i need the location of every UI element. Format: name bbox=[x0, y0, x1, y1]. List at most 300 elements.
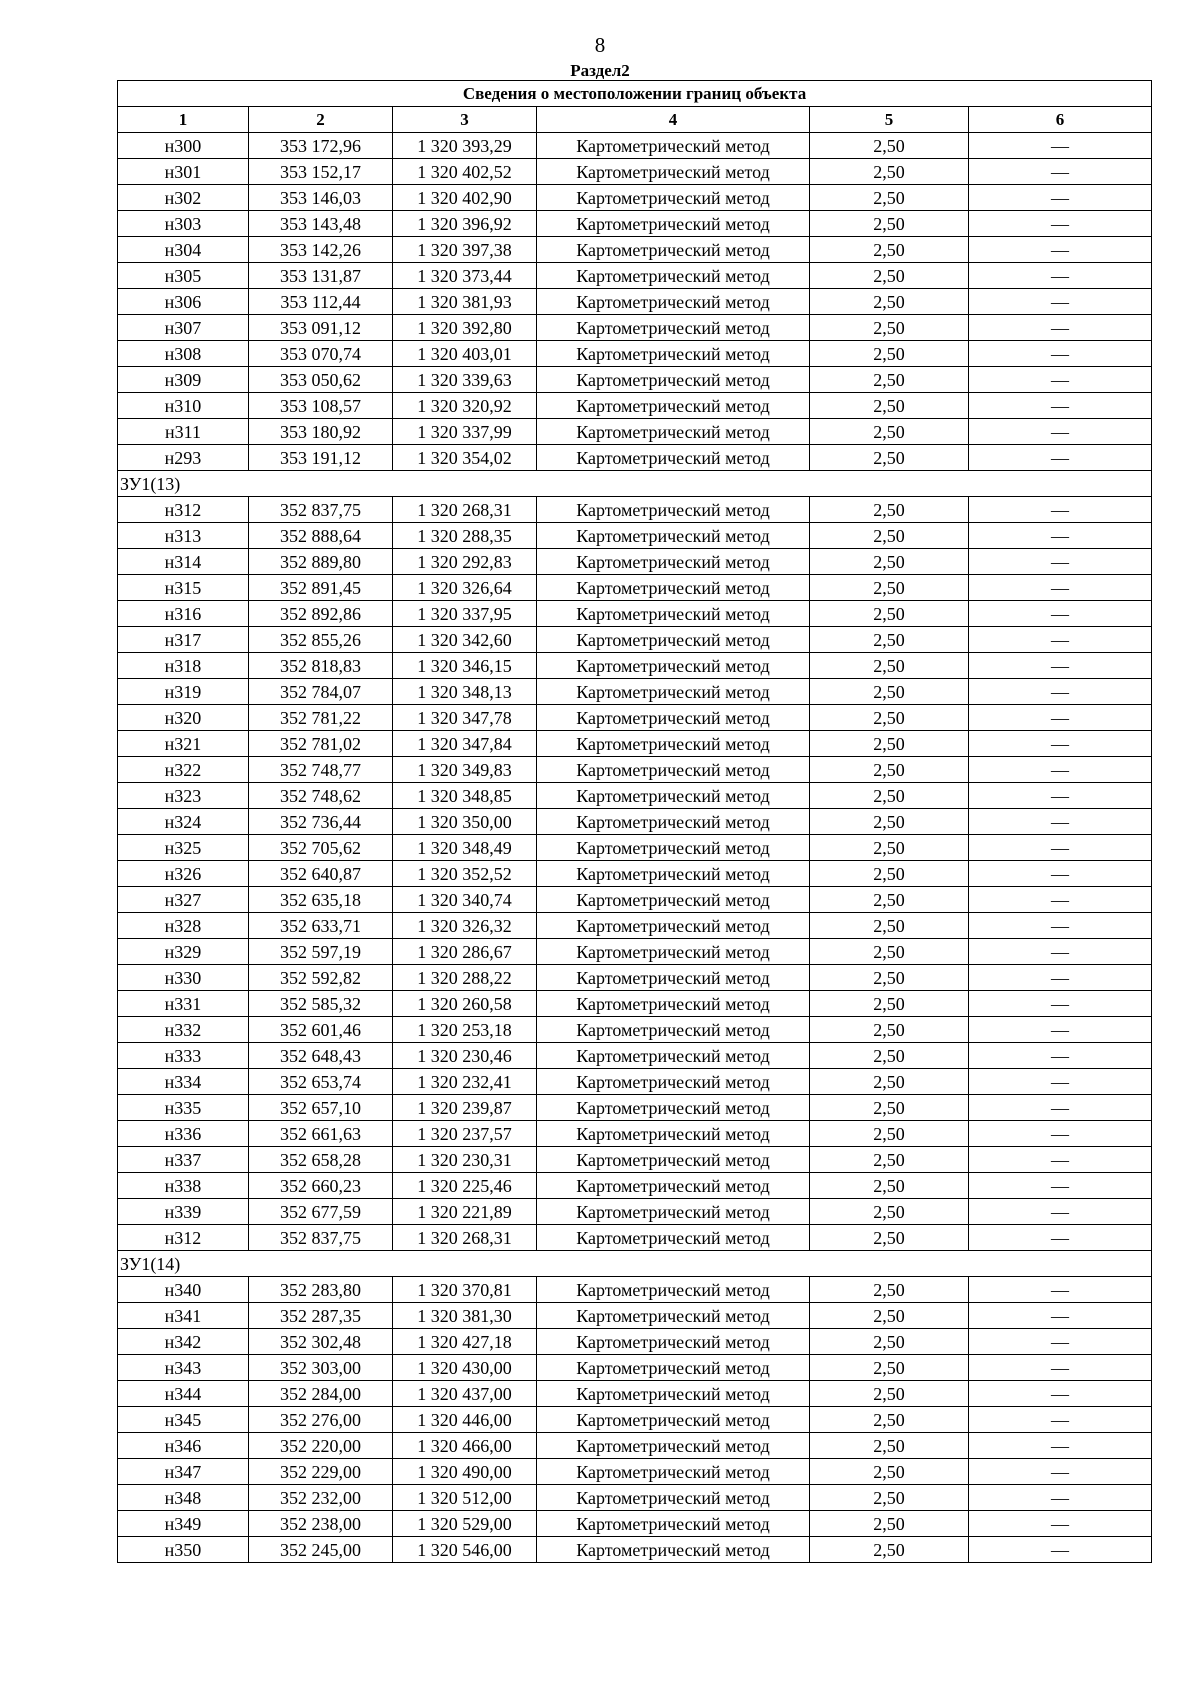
method-cell: Картометрический метод bbox=[537, 289, 810, 315]
description-cell: — bbox=[969, 601, 1152, 627]
table-row bbox=[118, 237, 1152, 263]
accuracy-cell: 2,50 bbox=[810, 913, 969, 939]
method-cell: Картометрический метод bbox=[537, 549, 810, 575]
description-cell: — bbox=[969, 1511, 1152, 1537]
description-cell: — bbox=[969, 315, 1152, 341]
x-coordinate-cell: 352 658,28 bbox=[249, 1147, 393, 1173]
point-id-cell: н310 bbox=[118, 393, 249, 419]
method-cell: Картометрический метод bbox=[537, 1537, 810, 1563]
table-row bbox=[118, 627, 1152, 653]
point-id-cell: н341 bbox=[118, 1303, 249, 1329]
method-cell: Картометрический метод bbox=[537, 1043, 810, 1069]
method-cell: Картометрический метод bbox=[537, 159, 810, 185]
y-coordinate-cell: 1 320 288,22 bbox=[393, 965, 537, 991]
point-id-cell: н313 bbox=[118, 523, 249, 549]
description-cell: — bbox=[969, 159, 1152, 185]
y-coordinate-cell: 1 320 230,46 bbox=[393, 1043, 537, 1069]
y-coordinate-cell: 1 320 339,63 bbox=[393, 367, 537, 393]
method-cell: Картометрический метод bbox=[537, 1121, 810, 1147]
table-row bbox=[118, 315, 1152, 341]
table-row bbox=[118, 1017, 1152, 1043]
point-id-cell: н323 bbox=[118, 783, 249, 809]
method-cell: Картометрический метод bbox=[537, 341, 810, 367]
accuracy-cell: 2,50 bbox=[810, 653, 969, 679]
method-cell: Картометрический метод bbox=[537, 1017, 810, 1043]
y-coordinate-cell: 1 320 225,46 bbox=[393, 1173, 537, 1199]
table-row bbox=[118, 1511, 1152, 1537]
accuracy-cell: 2,50 bbox=[810, 627, 969, 653]
table-row bbox=[118, 679, 1152, 705]
method-cell: Картометрический метод bbox=[537, 315, 810, 341]
x-coordinate-cell: 352 855,26 bbox=[249, 627, 393, 653]
y-coordinate-cell: 1 320 512,00 bbox=[393, 1485, 537, 1511]
point-id-cell: н312 bbox=[118, 1225, 249, 1251]
page-number: 8 bbox=[594, 33, 606, 57]
method-cell: Картометрический метод bbox=[537, 263, 810, 289]
accuracy-cell: 2,50 bbox=[810, 289, 969, 315]
description-cell: — bbox=[969, 679, 1152, 705]
x-coordinate-cell: 352 276,00 bbox=[249, 1407, 393, 1433]
y-coordinate-cell: 1 320 260,58 bbox=[393, 991, 537, 1017]
y-coordinate-cell: 1 320 342,60 bbox=[393, 627, 537, 653]
table-row bbox=[118, 1199, 1152, 1225]
y-coordinate-cell: 1 320 402,90 bbox=[393, 185, 537, 211]
description-cell: — bbox=[969, 1173, 1152, 1199]
method-cell: Картометрический метод bbox=[537, 237, 810, 263]
method-cell: Картометрический метод bbox=[537, 1277, 810, 1303]
table-row bbox=[118, 263, 1152, 289]
description-cell: — bbox=[969, 1069, 1152, 1095]
y-coordinate-cell: 1 320 392,80 bbox=[393, 315, 537, 341]
description-cell: — bbox=[969, 887, 1152, 913]
x-coordinate-cell: 352 284,00 bbox=[249, 1381, 393, 1407]
method-cell: Картометрический метод bbox=[537, 809, 810, 835]
table-row bbox=[118, 1381, 1152, 1407]
point-id-cell: н326 bbox=[118, 861, 249, 887]
description-cell: — bbox=[969, 1225, 1152, 1251]
table-row bbox=[118, 211, 1152, 237]
accuracy-cell: 2,50 bbox=[810, 263, 969, 289]
y-coordinate-cell: 1 320 346,15 bbox=[393, 653, 537, 679]
description-cell: — bbox=[969, 1303, 1152, 1329]
description-cell: — bbox=[969, 1017, 1152, 1043]
accuracy-cell: 2,50 bbox=[810, 1199, 969, 1225]
table-row bbox=[118, 783, 1152, 809]
accuracy-cell: 2,50 bbox=[810, 1173, 969, 1199]
accuracy-cell: 2,50 bbox=[810, 809, 969, 835]
point-id-cell: н350 bbox=[118, 1537, 249, 1563]
description-cell: — bbox=[969, 523, 1152, 549]
x-coordinate-cell: 353 050,62 bbox=[249, 367, 393, 393]
accuracy-cell: 2,50 bbox=[810, 783, 969, 809]
method-cell: Картометрический метод bbox=[537, 211, 810, 237]
x-coordinate-cell: 353 142,26 bbox=[249, 237, 393, 263]
description-cell: — bbox=[969, 549, 1152, 575]
accuracy-cell: 2,50 bbox=[810, 939, 969, 965]
table-row bbox=[118, 393, 1152, 419]
description-cell: — bbox=[969, 757, 1152, 783]
point-id-cell: н339 bbox=[118, 1199, 249, 1225]
method-cell: Картометрический метод bbox=[537, 627, 810, 653]
method-cell: Картометрический метод bbox=[537, 965, 810, 991]
point-id-cell: н300 bbox=[118, 133, 249, 159]
table-row bbox=[118, 289, 1152, 315]
description-cell: — bbox=[969, 1277, 1152, 1303]
point-id-cell: н311 bbox=[118, 419, 249, 445]
x-coordinate-cell: 353 180,92 bbox=[249, 419, 393, 445]
column-header: 6 bbox=[969, 107, 1152, 133]
method-cell: Картометрический метод bbox=[537, 757, 810, 783]
y-coordinate-cell: 1 320 320,92 bbox=[393, 393, 537, 419]
point-id-cell: н322 bbox=[118, 757, 249, 783]
y-coordinate-cell: 1 320 466,00 bbox=[393, 1433, 537, 1459]
accuracy-cell: 2,50 bbox=[810, 315, 969, 341]
table-row bbox=[118, 861, 1152, 887]
x-coordinate-cell: 352 302,48 bbox=[249, 1329, 393, 1355]
table-row bbox=[118, 575, 1152, 601]
description-cell: — bbox=[969, 289, 1152, 315]
x-coordinate-cell: 352 837,75 bbox=[249, 497, 393, 523]
x-coordinate-cell: 353 143,48 bbox=[249, 211, 393, 237]
point-id-cell: н329 bbox=[118, 939, 249, 965]
y-coordinate-cell: 1 320 349,83 bbox=[393, 757, 537, 783]
x-coordinate-cell: 352 640,87 bbox=[249, 861, 393, 887]
accuracy-cell: 2,50 bbox=[810, 185, 969, 211]
point-id-cell: н336 bbox=[118, 1121, 249, 1147]
accuracy-cell: 2,50 bbox=[810, 1329, 969, 1355]
method-cell: Картометрический метод bbox=[537, 133, 810, 159]
method-cell: Картометрический метод bbox=[537, 1069, 810, 1095]
accuracy-cell: 2,50 bbox=[810, 237, 969, 263]
y-coordinate-cell: 1 320 381,93 bbox=[393, 289, 537, 315]
x-coordinate-cell: 352 748,62 bbox=[249, 783, 393, 809]
accuracy-cell: 2,50 bbox=[810, 835, 969, 861]
point-id-cell: н338 bbox=[118, 1173, 249, 1199]
table-row bbox=[118, 367, 1152, 393]
accuracy-cell: 2,50 bbox=[810, 679, 969, 705]
accuracy-cell: 2,50 bbox=[810, 1381, 969, 1407]
description-cell: — bbox=[969, 1043, 1152, 1069]
description-cell: — bbox=[969, 1433, 1152, 1459]
point-id-cell: н346 bbox=[118, 1433, 249, 1459]
description-cell: — bbox=[969, 653, 1152, 679]
table-row bbox=[118, 1277, 1152, 1303]
table-row bbox=[118, 887, 1152, 913]
method-cell: Картометрический метод bbox=[537, 1355, 810, 1381]
point-id-cell: н343 bbox=[118, 1355, 249, 1381]
description-cell: — bbox=[969, 185, 1152, 211]
method-cell: Картометрический метод bbox=[537, 1511, 810, 1537]
point-id-cell: н327 bbox=[118, 887, 249, 913]
method-cell: Картометрический метод bbox=[537, 835, 810, 861]
description-cell: — bbox=[969, 263, 1152, 289]
x-coordinate-cell: 353 146,03 bbox=[249, 185, 393, 211]
y-coordinate-cell: 1 320 393,29 bbox=[393, 133, 537, 159]
x-coordinate-cell: 353 091,12 bbox=[249, 315, 393, 341]
accuracy-cell: 2,50 bbox=[810, 1017, 969, 1043]
x-coordinate-cell: 352 748,77 bbox=[249, 757, 393, 783]
x-coordinate-cell: 353 070,74 bbox=[249, 341, 393, 367]
table-row bbox=[118, 523, 1152, 549]
method-cell: Картометрический метод bbox=[537, 679, 810, 705]
y-coordinate-cell: 1 320 427,18 bbox=[393, 1329, 537, 1355]
x-coordinate-cell: 352 653,74 bbox=[249, 1069, 393, 1095]
accuracy-cell: 2,50 bbox=[810, 133, 969, 159]
table-row bbox=[118, 1355, 1152, 1381]
y-coordinate-cell: 1 320 230,31 bbox=[393, 1147, 537, 1173]
accuracy-cell: 2,50 bbox=[810, 549, 969, 575]
description-cell: — bbox=[969, 1537, 1152, 1563]
table-row bbox=[118, 159, 1152, 185]
point-id-cell: н330 bbox=[118, 965, 249, 991]
accuracy-cell: 2,50 bbox=[810, 1485, 969, 1511]
accuracy-cell: 2,50 bbox=[810, 1043, 969, 1069]
method-cell: Картометрический метод bbox=[537, 1147, 810, 1173]
table-row bbox=[118, 1433, 1152, 1459]
y-coordinate-cell: 1 320 373,44 bbox=[393, 263, 537, 289]
accuracy-cell: 2,50 bbox=[810, 1537, 969, 1563]
point-id-cell: н328 bbox=[118, 913, 249, 939]
description-cell: — bbox=[969, 237, 1152, 263]
description-cell: — bbox=[969, 1121, 1152, 1147]
x-coordinate-cell: 352 677,59 bbox=[249, 1199, 393, 1225]
x-coordinate-cell: 352 229,00 bbox=[249, 1459, 393, 1485]
y-coordinate-cell: 1 320 348,49 bbox=[393, 835, 537, 861]
y-coordinate-cell: 1 320 253,18 bbox=[393, 1017, 537, 1043]
description-cell: — bbox=[969, 1485, 1152, 1511]
x-coordinate-cell: 353 152,17 bbox=[249, 159, 393, 185]
description-cell: — bbox=[969, 731, 1152, 757]
y-coordinate-cell: 1 320 347,84 bbox=[393, 731, 537, 757]
accuracy-cell: 2,50 bbox=[810, 1277, 969, 1303]
description-cell: — bbox=[969, 705, 1152, 731]
point-id-cell: н316 bbox=[118, 601, 249, 627]
table-row bbox=[118, 133, 1152, 159]
table-body bbox=[118, 133, 1152, 1563]
y-coordinate-cell: 1 320 546,00 bbox=[393, 1537, 537, 1563]
x-coordinate-cell: 352 657,10 bbox=[249, 1095, 393, 1121]
description-cell: — bbox=[969, 1407, 1152, 1433]
table-row bbox=[118, 1121, 1152, 1147]
table-caption: Сведения о местоположении границ объекта bbox=[118, 81, 1152, 107]
x-coordinate-cell: 352 585,32 bbox=[249, 991, 393, 1017]
boundary-coordinates-table bbox=[117, 80, 1152, 1563]
group-label: ЗУ1(13) bbox=[118, 471, 1152, 497]
point-id-cell: н314 bbox=[118, 549, 249, 575]
accuracy-cell: 2,50 bbox=[810, 731, 969, 757]
group-row bbox=[118, 471, 1152, 497]
x-coordinate-cell: 352 592,82 bbox=[249, 965, 393, 991]
accuracy-cell: 2,50 bbox=[810, 705, 969, 731]
table-row bbox=[118, 1329, 1152, 1355]
x-coordinate-cell: 352 597,19 bbox=[249, 939, 393, 965]
method-cell: Картометрический метод bbox=[537, 1485, 810, 1511]
table-row bbox=[118, 1537, 1152, 1563]
point-id-cell: н305 bbox=[118, 263, 249, 289]
table-row bbox=[118, 1147, 1152, 1173]
accuracy-cell: 2,50 bbox=[810, 1459, 969, 1485]
accuracy-cell: 2,50 bbox=[810, 757, 969, 783]
y-coordinate-cell: 1 320 337,99 bbox=[393, 419, 537, 445]
accuracy-cell: 2,50 bbox=[810, 991, 969, 1017]
method-cell: Картометрический метод bbox=[537, 497, 810, 523]
x-coordinate-cell: 352 892,86 bbox=[249, 601, 393, 627]
description-cell: — bbox=[969, 1095, 1152, 1121]
x-coordinate-cell: 352 781,02 bbox=[249, 731, 393, 757]
description-cell: — bbox=[969, 913, 1152, 939]
y-coordinate-cell: 1 320 268,31 bbox=[393, 497, 537, 523]
description-cell: — bbox=[969, 1199, 1152, 1225]
table-row bbox=[118, 341, 1152, 367]
point-id-cell: н293 bbox=[118, 445, 249, 471]
description-cell: — bbox=[969, 1381, 1152, 1407]
description-cell: — bbox=[969, 1355, 1152, 1381]
x-coordinate-cell: 352 784,07 bbox=[249, 679, 393, 705]
description-cell: — bbox=[969, 809, 1152, 835]
point-id-cell: н344 bbox=[118, 1381, 249, 1407]
accuracy-cell: 2,50 bbox=[810, 1433, 969, 1459]
point-id-cell: н337 bbox=[118, 1147, 249, 1173]
accuracy-cell: 2,50 bbox=[810, 887, 969, 913]
point-id-cell: н349 bbox=[118, 1511, 249, 1537]
accuracy-cell: 2,50 bbox=[810, 1303, 969, 1329]
method-cell: Картометрический метод bbox=[537, 1199, 810, 1225]
column-header: 4 bbox=[537, 107, 810, 133]
method-cell: Картометрический метод bbox=[537, 939, 810, 965]
y-coordinate-cell: 1 320 352,52 bbox=[393, 861, 537, 887]
x-coordinate-cell: 352 287,35 bbox=[249, 1303, 393, 1329]
x-coordinate-cell: 352 889,80 bbox=[249, 549, 393, 575]
accuracy-cell: 2,50 bbox=[810, 445, 969, 471]
accuracy-cell: 2,50 bbox=[810, 575, 969, 601]
description-cell: — bbox=[969, 965, 1152, 991]
y-coordinate-cell: 1 320 529,00 bbox=[393, 1511, 537, 1537]
table-row bbox=[118, 965, 1152, 991]
y-coordinate-cell: 1 320 237,57 bbox=[393, 1121, 537, 1147]
y-coordinate-cell: 1 320 370,81 bbox=[393, 1277, 537, 1303]
point-id-cell: н332 bbox=[118, 1017, 249, 1043]
method-cell: Картометрический метод bbox=[537, 783, 810, 809]
accuracy-cell: 2,50 bbox=[810, 523, 969, 549]
x-coordinate-cell: 352 635,18 bbox=[249, 887, 393, 913]
point-id-cell: н340 bbox=[118, 1277, 249, 1303]
table-row bbox=[118, 1043, 1152, 1069]
y-coordinate-cell: 1 320 430,00 bbox=[393, 1355, 537, 1381]
table-row bbox=[118, 939, 1152, 965]
point-id-cell: н312 bbox=[118, 497, 249, 523]
point-id-cell: н319 bbox=[118, 679, 249, 705]
accuracy-cell: 2,50 bbox=[810, 1225, 969, 1251]
point-id-cell: н306 bbox=[118, 289, 249, 315]
method-cell: Картометрический метод bbox=[537, 1407, 810, 1433]
x-coordinate-cell: 352 220,00 bbox=[249, 1433, 393, 1459]
y-coordinate-cell: 1 320 232,41 bbox=[393, 1069, 537, 1095]
y-coordinate-cell: 1 320 268,31 bbox=[393, 1225, 537, 1251]
table-row bbox=[118, 1303, 1152, 1329]
point-id-cell: н334 bbox=[118, 1069, 249, 1095]
table-row bbox=[118, 835, 1152, 861]
group-label: ЗУ1(14) bbox=[118, 1251, 1152, 1277]
description-cell: — bbox=[969, 445, 1152, 471]
description-cell: — bbox=[969, 1147, 1152, 1173]
y-coordinate-cell: 1 320 348,85 bbox=[393, 783, 537, 809]
accuracy-cell: 2,50 bbox=[810, 159, 969, 185]
point-id-cell: н347 bbox=[118, 1459, 249, 1485]
x-coordinate-cell: 352 660,23 bbox=[249, 1173, 393, 1199]
x-coordinate-cell: 352 705,62 bbox=[249, 835, 393, 861]
section-title: Раздел2 bbox=[570, 61, 630, 80]
x-coordinate-cell: 352 837,75 bbox=[249, 1225, 393, 1251]
x-coordinate-cell: 352 303,00 bbox=[249, 1355, 393, 1381]
accuracy-cell: 2,50 bbox=[810, 861, 969, 887]
y-coordinate-cell: 1 320 221,89 bbox=[393, 1199, 537, 1225]
x-coordinate-cell: 352 648,43 bbox=[249, 1043, 393, 1069]
accuracy-cell: 2,50 bbox=[810, 497, 969, 523]
method-cell: Картометрический метод bbox=[537, 653, 810, 679]
table-row bbox=[118, 705, 1152, 731]
column-header: 1 bbox=[118, 107, 249, 133]
y-coordinate-cell: 1 320 286,67 bbox=[393, 939, 537, 965]
x-coordinate-cell: 352 818,83 bbox=[249, 653, 393, 679]
method-cell: Картометрический метод bbox=[537, 913, 810, 939]
x-coordinate-cell: 352 888,64 bbox=[249, 523, 393, 549]
accuracy-cell: 2,50 bbox=[810, 367, 969, 393]
y-coordinate-cell: 1 320 403,01 bbox=[393, 341, 537, 367]
table-row bbox=[118, 809, 1152, 835]
accuracy-cell: 2,50 bbox=[810, 1355, 969, 1381]
table-row bbox=[118, 913, 1152, 939]
accuracy-cell: 2,50 bbox=[810, 601, 969, 627]
description-cell: — bbox=[969, 341, 1152, 367]
x-coordinate-cell: 352 736,44 bbox=[249, 809, 393, 835]
table-row bbox=[118, 549, 1152, 575]
method-cell: Картометрический метод bbox=[537, 887, 810, 913]
method-cell: Картометрический метод bbox=[537, 523, 810, 549]
method-cell: Картометрический метод bbox=[537, 601, 810, 627]
description-cell: — bbox=[969, 419, 1152, 445]
point-id-cell: н325 bbox=[118, 835, 249, 861]
description-cell: — bbox=[969, 393, 1152, 419]
table-row bbox=[118, 1459, 1152, 1485]
accuracy-cell: 2,50 bbox=[810, 1147, 969, 1173]
point-id-cell: н345 bbox=[118, 1407, 249, 1433]
x-coordinate-cell: 352 238,00 bbox=[249, 1511, 393, 1537]
point-id-cell: н321 bbox=[118, 731, 249, 757]
y-coordinate-cell: 1 320 347,78 bbox=[393, 705, 537, 731]
group-row bbox=[118, 1251, 1152, 1277]
description-cell: — bbox=[969, 497, 1152, 523]
description-cell: — bbox=[969, 367, 1152, 393]
y-coordinate-cell: 1 320 350,00 bbox=[393, 809, 537, 835]
description-cell: — bbox=[969, 1459, 1152, 1485]
accuracy-cell: 2,50 bbox=[810, 419, 969, 445]
x-coordinate-cell: 353 108,57 bbox=[249, 393, 393, 419]
method-cell: Картометрический метод bbox=[537, 1459, 810, 1485]
y-coordinate-cell: 1 320 292,83 bbox=[393, 549, 537, 575]
method-cell: Картометрический метод bbox=[537, 1225, 810, 1251]
table-row bbox=[118, 185, 1152, 211]
x-coordinate-cell: 352 601,46 bbox=[249, 1017, 393, 1043]
accuracy-cell: 2,50 bbox=[810, 1407, 969, 1433]
x-coordinate-cell: 352 891,45 bbox=[249, 575, 393, 601]
table-row bbox=[118, 991, 1152, 1017]
x-coordinate-cell: 352 245,00 bbox=[249, 1537, 393, 1563]
point-id-cell: н302 bbox=[118, 185, 249, 211]
column-header: 5 bbox=[810, 107, 969, 133]
table-row bbox=[118, 445, 1152, 471]
point-id-cell: н301 bbox=[118, 159, 249, 185]
x-coordinate-cell: 353 112,44 bbox=[249, 289, 393, 315]
